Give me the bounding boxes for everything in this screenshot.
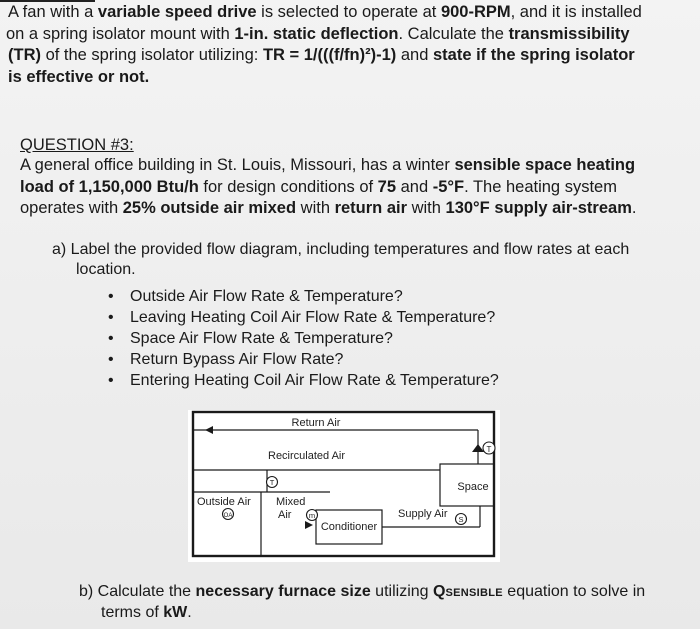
part-a-line-2: location. <box>76 261 136 278</box>
intro-line-4: is effective or not. <box>8 67 150 86</box>
recirculated-air-label: Recirculated Air <box>268 450 346 462</box>
part-b <box>79 582 645 623</box>
question-line-2: load of 1,150,000 Btu/h for design conditions of 75 and -5°F. The heating system <box>20 177 617 196</box>
question-heading: QUESTION #3: <box>20 136 134 154</box>
outside-air-label: Outside Air <box>197 496 251 508</box>
supply-air-label: Supply Air <box>398 508 448 520</box>
supply-sensor-label: S <box>458 515 464 524</box>
bullet-item: • Leaving Heating Coil Air Flow Rate & Temperature? <box>108 307 499 328</box>
mixed-label: Mixed <box>276 496 306 508</box>
air-label: Air <box>278 509 292 521</box>
temp-sensor-label: T <box>269 478 275 487</box>
part-a-line-1: a) Label the provided flow diagram, including temperatures and flow rates at each <box>52 241 630 258</box>
bullet-item: • Return Bypass Air Flow Rate? <box>108 349 499 370</box>
question-line-1: A general office building in St. Louis, Missouri, has a winter sensible space heating <box>20 156 636 174</box>
return-air-label: Return Air <box>291 417 341 429</box>
intro-line-3: (TR) of the spring isolator utilizing: TR = 1/(((f/fn)²)-1) and state if the spring isolator <box>8 46 635 64</box>
intro-line-1: A fan with a variable speed drive is selected to operate at 900-RPM, and it is installed <box>8 3 642 21</box>
outside-sensor-label: OA <box>223 513 233 519</box>
bullet-item: • Entering Heating Coil Air Flow Rate & Temperature? <box>108 370 499 391</box>
mixed-sensor-label: m <box>308 511 316 520</box>
intro-line-2: on a spring isolator mount with 1-in. static deflection. Calculate the transmissibility <box>6 24 630 43</box>
part-b-line-2: terms of kW. <box>101 604 192 621</box>
bullet-item: • Outside Air Flow Rate & Temperature? <box>108 286 499 307</box>
diagram-background <box>188 410 500 562</box>
question-line-3: operates with 25% outside air mixed with return air with 130°F supply air-stream. <box>20 199 637 217</box>
thermostat-label: T <box>486 445 492 454</box>
bullet-item: • Space Air Flow Rate & Temperature? <box>108 328 499 349</box>
part-b-line-1: b) Calculate the necessary furnace size utilizing QSENSIBLE equation to solve in <box>79 583 646 600</box>
space-label: Space <box>457 481 489 493</box>
conditioner-label: Conditioner <box>320 521 378 533</box>
